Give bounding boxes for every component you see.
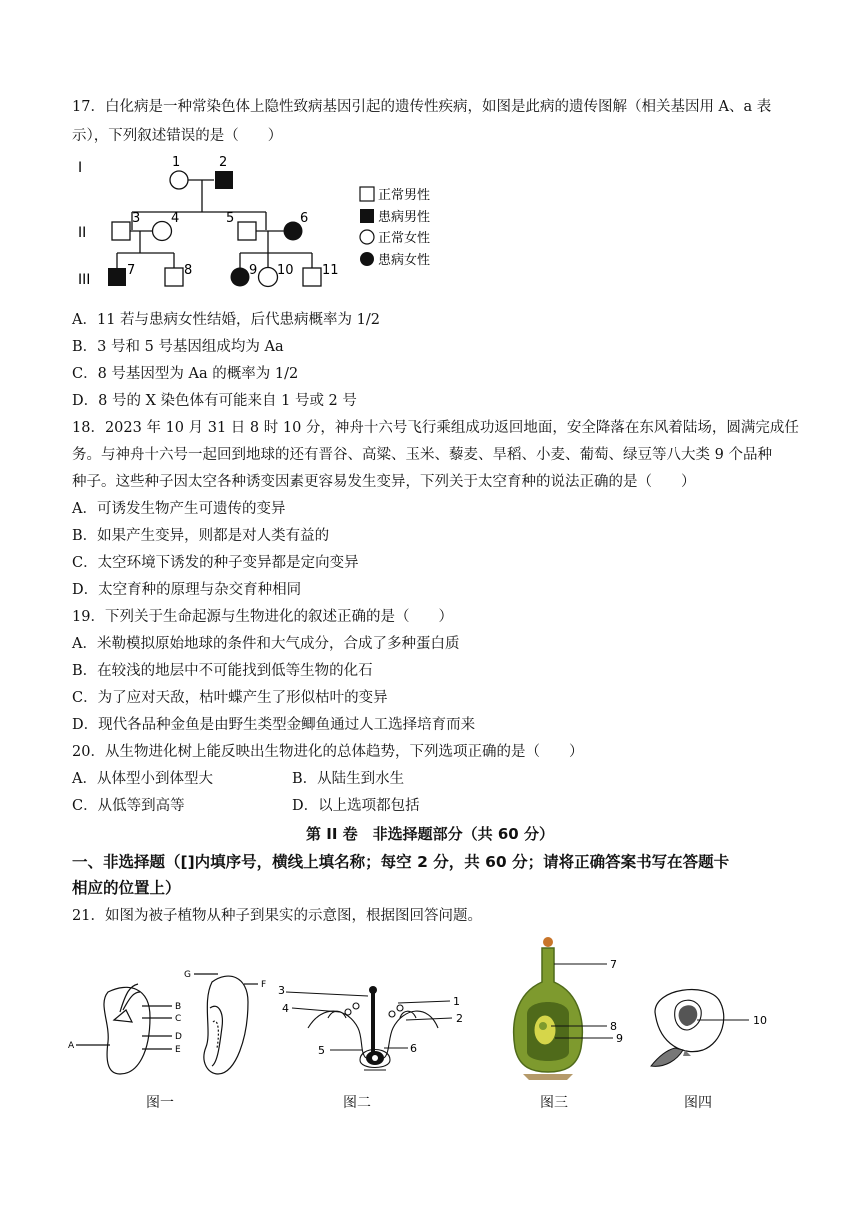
pedigree-chart	[72, 150, 472, 290]
fig2-label-6: 6	[410, 1042, 417, 1055]
figure-2-caption: 图二	[343, 1095, 371, 1111]
figure-4-fruit	[645, 984, 775, 1074]
pedigree-id-7: 7	[127, 263, 136, 278]
q18-stem-line3: 种子。这些种子因太空各种诱变因素更容易发生变异，下列关于太空育种的说法正确的是（ ）	[72, 474, 696, 490]
pedigree-ind-1	[170, 171, 188, 189]
figure-3-ovary	[505, 934, 645, 1080]
legend-normal-female: 正常女性	[378, 231, 431, 246]
pedigree-id-3: 3	[132, 211, 141, 226]
fig3-label-9: 9	[616, 1032, 623, 1045]
fig1-label-d: D	[175, 1032, 182, 1042]
q18-stem-line1: 18．2023 年 10 月 31 日 8 时 10 分，神舟十六号飞行乘组成功返回地面，安全降落在东风着陆场，圆满完成任	[72, 420, 799, 436]
pedigree-id-9: 9	[249, 263, 258, 278]
q18-option-c[interactable]: C．太空环境下诱发的种子变异都是定向变异	[72, 555, 359, 571]
pedigree-id-1: 1	[172, 155, 181, 170]
q18-option-d[interactable]: D．太空育种的原理与杂交育种相同	[72, 582, 302, 598]
legend-affected-male: 患病男性	[378, 210, 431, 225]
fig1-label-a: A	[68, 1041, 75, 1051]
section-2-instructions-line1: 一、非选择题（[]内填序号，横线上填名称；每空 2 分，共 60 分；请将正确答案书写在答题卡	[72, 853, 730, 871]
fig3-label-7: 7	[610, 958, 617, 971]
q18-option-b[interactable]: B．如果产生变异，则都是对人类有益的	[72, 528, 330, 544]
pedigree-id-2: 2	[219, 155, 228, 170]
q21-stem: 21．如图为被子植物从种子到果实的示意图，根据图回答问题。	[72, 908, 482, 924]
q19-option-c[interactable]: C．为了应对天敌，枯叶蝶产生了形似枯叶的变异	[72, 690, 388, 706]
gen-label-3: III	[78, 272, 91, 288]
fig1-label-c: C	[175, 1014, 182, 1024]
legend-affected-female: 患病女性	[378, 253, 431, 268]
q20-option-a[interactable]: A．从体型小到体型大	[72, 771, 213, 787]
pedigree-ind-8	[165, 268, 183, 286]
figure-3-caption: 图三	[540, 1095, 568, 1111]
q17-option-c[interactable]: C．8 号基因型为 Aa 的概率为 1/2	[72, 366, 299, 382]
q17-stem-line2: 示），下列叙述错误的是（ ）	[72, 128, 283, 144]
legend-normal-male: 正常男性	[378, 188, 431, 203]
fig4-label-10: 10	[753, 1014, 767, 1027]
figure-4-caption: 图四	[684, 1095, 712, 1111]
figure-1-seed	[68, 962, 288, 1082]
fig1-label-g: G	[184, 970, 191, 980]
q18-stem-line2: 务。与神舟十六号一起回到地球的还有晋谷、高粱、玉米、藜麦、旱稻、小麦、葡萄、绿豆等八大类 9 个品种	[72, 447, 772, 463]
fig2-label-5: 5	[318, 1044, 325, 1057]
q17-option-d[interactable]: D．8 号的 X 染色体有可能来自 1 号或 2 号	[72, 393, 357, 409]
gen-label-2: II	[78, 225, 87, 241]
fig1-label-b: B	[175, 1002, 182, 1012]
pedigree-ind-4	[153, 222, 172, 241]
pedigree-ind-10	[259, 268, 278, 287]
fig2-label-2: 2	[456, 1012, 463, 1025]
pedigree-id-6: 6	[300, 211, 309, 226]
q19-option-b[interactable]: B．在较浅的地层中不可能找到低等生物的化石	[72, 663, 373, 679]
pedigree-legend	[360, 187, 430, 268]
q19-option-a[interactable]: A．米勒模拟原始地球的条件和大气成分，合成了多种蛋白质	[72, 636, 460, 652]
pedigree-ind-5	[238, 222, 256, 240]
q18-option-a[interactable]: A．可诱发生物产生可遗传的变异	[72, 501, 286, 517]
section-2-instructions-line2: 相应的位置上）	[72, 879, 181, 897]
section-2-title: 第 II 卷 非选择题部分（共 60 分）	[306, 825, 554, 843]
fig1-label-f: F	[261, 980, 267, 990]
pedigree-id-5: 5	[226, 211, 235, 226]
q17-option-a[interactable]: A．11 若与患病女性结婚，后代患病概率为 1/2	[72, 312, 380, 328]
q19-option-d[interactable]: D．现代各品种金鱼是由野生类型金鲫鱼通过人工选择培育而来	[72, 717, 476, 733]
pedigree-ind-2	[215, 171, 233, 189]
fig2-label-4: 4	[282, 1002, 289, 1015]
fig3-label-8: 8	[610, 1020, 617, 1033]
pedigree-id-8: 8	[184, 263, 193, 278]
q20-option-b[interactable]: B．从陆生到水生	[292, 771, 405, 787]
q17-stem-line1: 17．白化病是一种常染色体上隐性致病基因引起的遗传性疾病，如图是此病的遗传图解（相关基因用 A、a 表	[72, 99, 772, 115]
gen-label-1: I	[78, 160, 83, 176]
pedigree-ind-3	[112, 222, 130, 240]
pedigree-id-4: 4	[171, 211, 180, 226]
pedigree-ind-7	[108, 268, 126, 286]
q19-stem: 19．下列关于生命起源与生物进化的叙述正确的是（ ）	[72, 609, 453, 625]
q17-option-b[interactable]: B．3 号和 5 号基因组成均为 Aa	[72, 339, 284, 355]
pedigree-ind-9	[231, 268, 250, 287]
figure-2-flower	[278, 978, 478, 1073]
q20-stem: 20．从生物进化树上能反映出生物进化的总体趋势，下列选项正确的是（ ）	[72, 744, 584, 760]
fig1-label-e: E	[175, 1045, 181, 1055]
fig2-label-1: 1	[453, 995, 460, 1008]
q20-option-c[interactable]: C．从低等到高等	[72, 798, 185, 814]
q20-option-d[interactable]: D．以上选项都包括	[292, 798, 420, 814]
pedigree-id-11: 11	[322, 263, 339, 278]
pedigree-id-10: 10	[277, 263, 294, 278]
figure-1-caption: 图一	[146, 1095, 174, 1111]
pedigree-ind-11	[303, 268, 321, 286]
fig2-label-3: 3	[278, 984, 285, 997]
